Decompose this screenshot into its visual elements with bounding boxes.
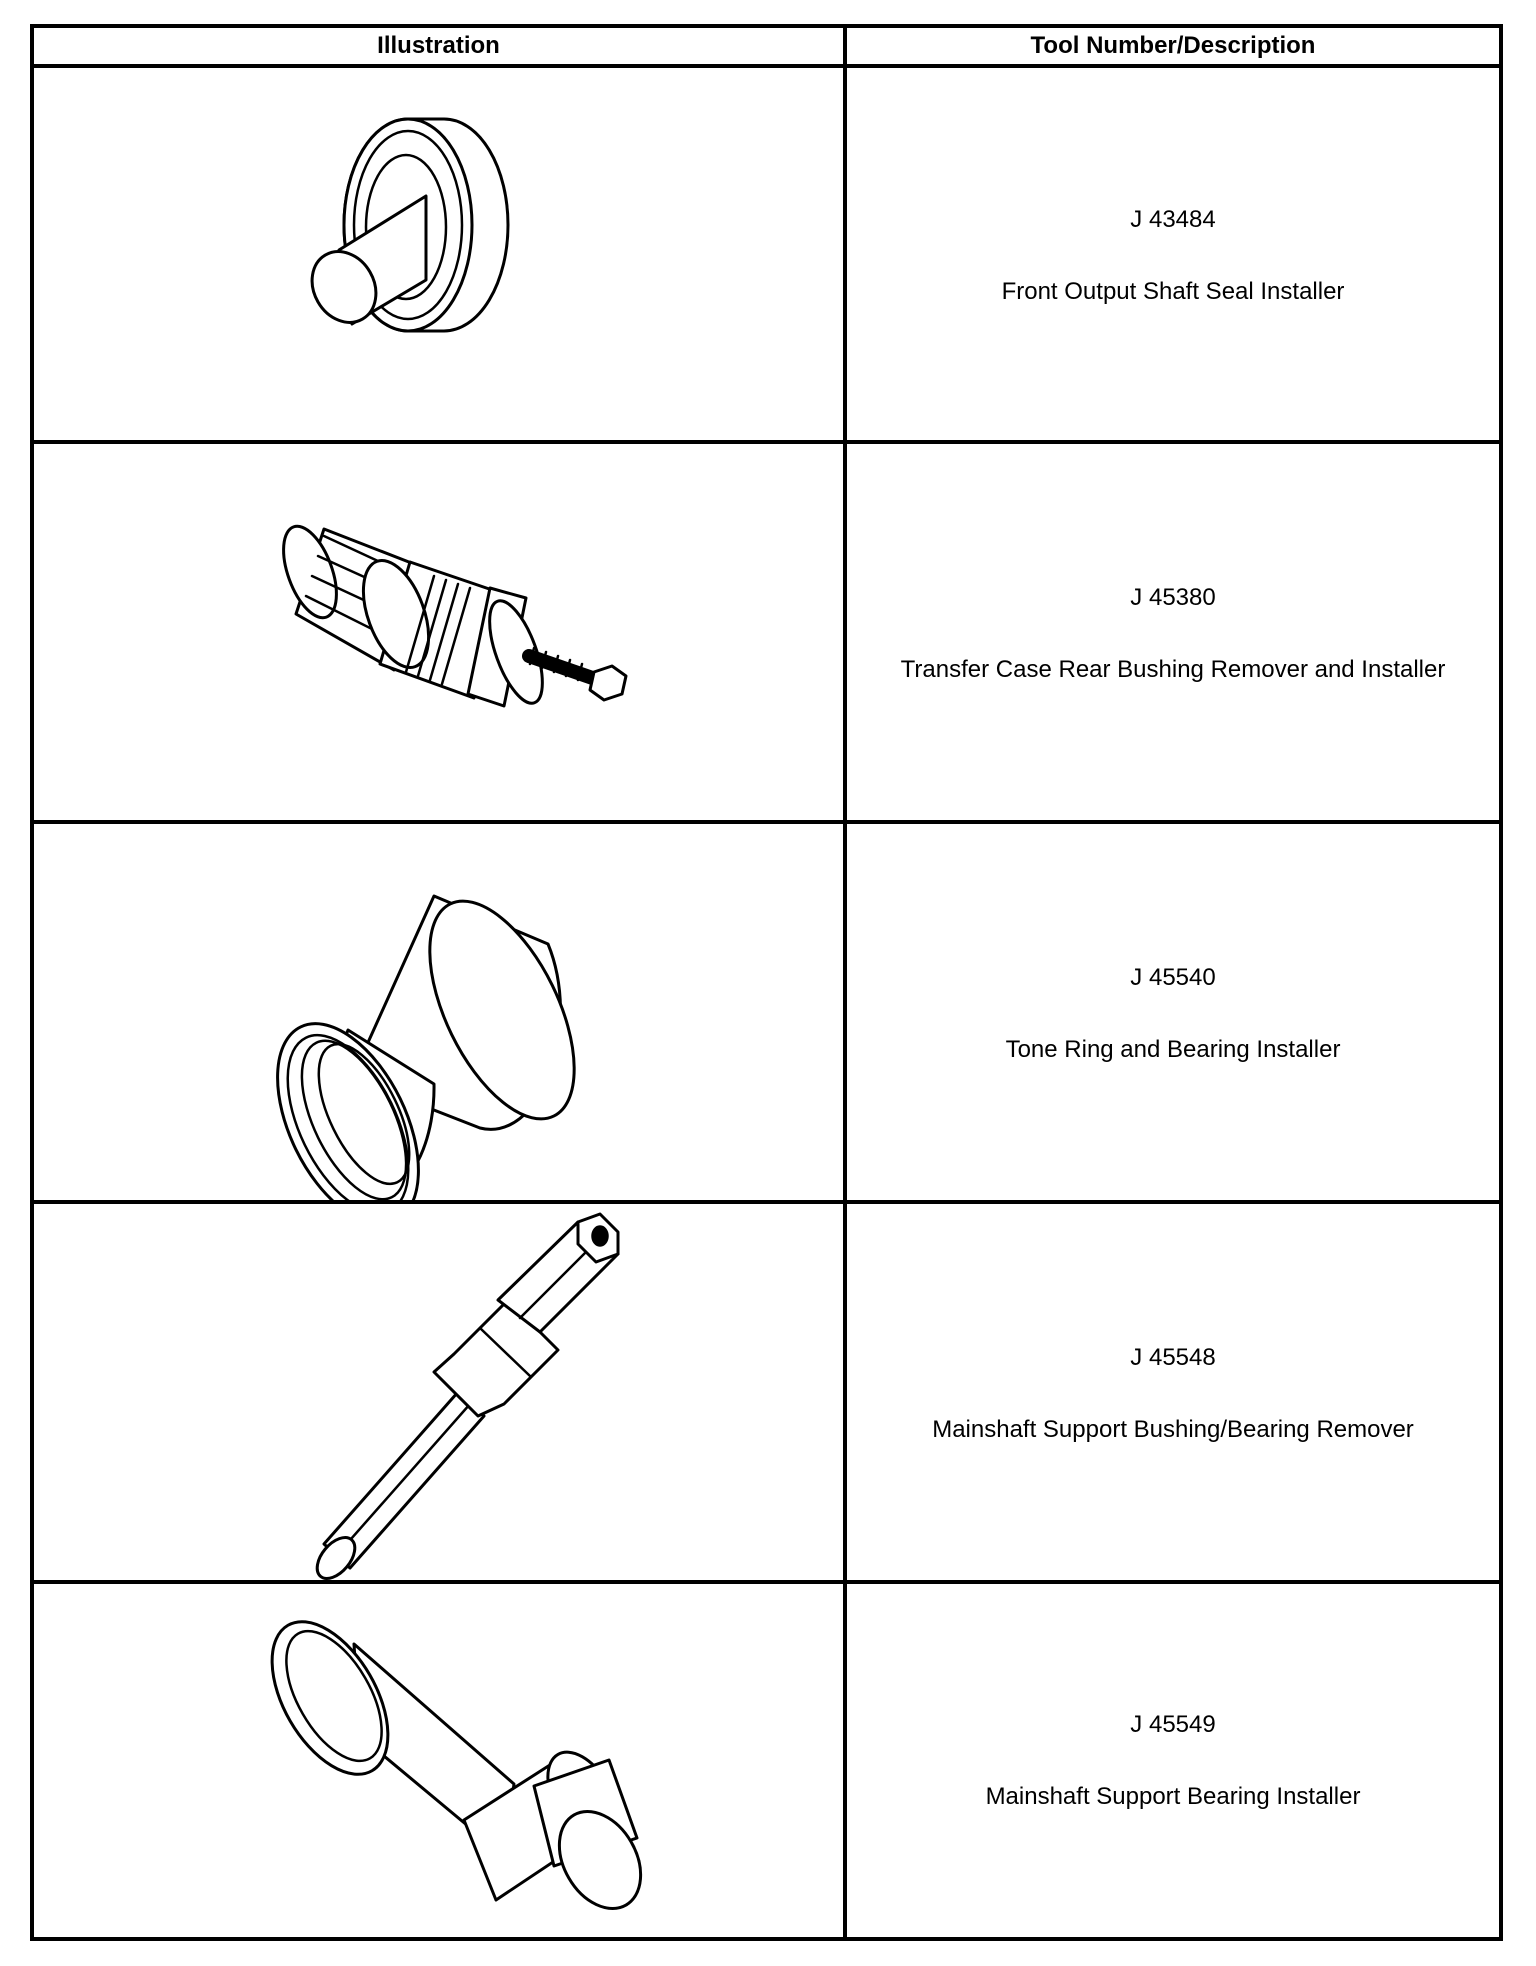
table-header-row (34, 28, 1499, 68)
description-cell (847, 1584, 1499, 1937)
illustration-header: Illustration (377, 32, 500, 59)
illustration-cell (34, 1584, 843, 1937)
illustration-cell (34, 68, 843, 444)
tool-number: J 45380 (1130, 584, 1216, 611)
seal-installer-icon (34, 68, 843, 444)
tool-number: J 45549 (1130, 1710, 1216, 1738)
bushing-bearing-remover-icon (34, 1204, 843, 1584)
table-row (34, 1584, 1499, 1937)
table-row (34, 444, 1499, 824)
illustration-cell (34, 444, 843, 824)
tool-description: Front Output Shaft Seal Installer (1001, 278, 1345, 305)
table-row (34, 824, 1499, 1204)
bushing-remover-installer-icon (34, 444, 843, 824)
table-row (34, 1204, 1499, 1584)
special-tools-table (30, 24, 1503, 1941)
description-cell (847, 824, 1499, 1204)
tool-number: J 43484 (1130, 206, 1216, 233)
illustration-cell (34, 1204, 843, 1584)
table-row (34, 68, 1499, 444)
tool-description: Tone Ring and Bearing Installer (1005, 1036, 1341, 1063)
tool-number-description-header: Tool Number/Description (1030, 32, 1316, 59)
description-cell (847, 444, 1499, 824)
tool-number: J 45540 (1130, 964, 1216, 991)
illustration-cell (34, 824, 843, 1204)
tool-description: Mainshaft Support Bearing Installer (985, 1782, 1361, 1810)
tool-description: Mainshaft Support Bushing/Bearing Remover (932, 1416, 1414, 1443)
description-cell (847, 1204, 1499, 1584)
tool-description: Transfer Case Rear Bushing Remover and Installer (900, 656, 1446, 683)
tone-ring-installer-icon (34, 824, 843, 1204)
tool-number: J 45548 (1130, 1344, 1216, 1371)
description-cell (847, 68, 1499, 444)
bearing-installer-icon (34, 1584, 843, 1937)
